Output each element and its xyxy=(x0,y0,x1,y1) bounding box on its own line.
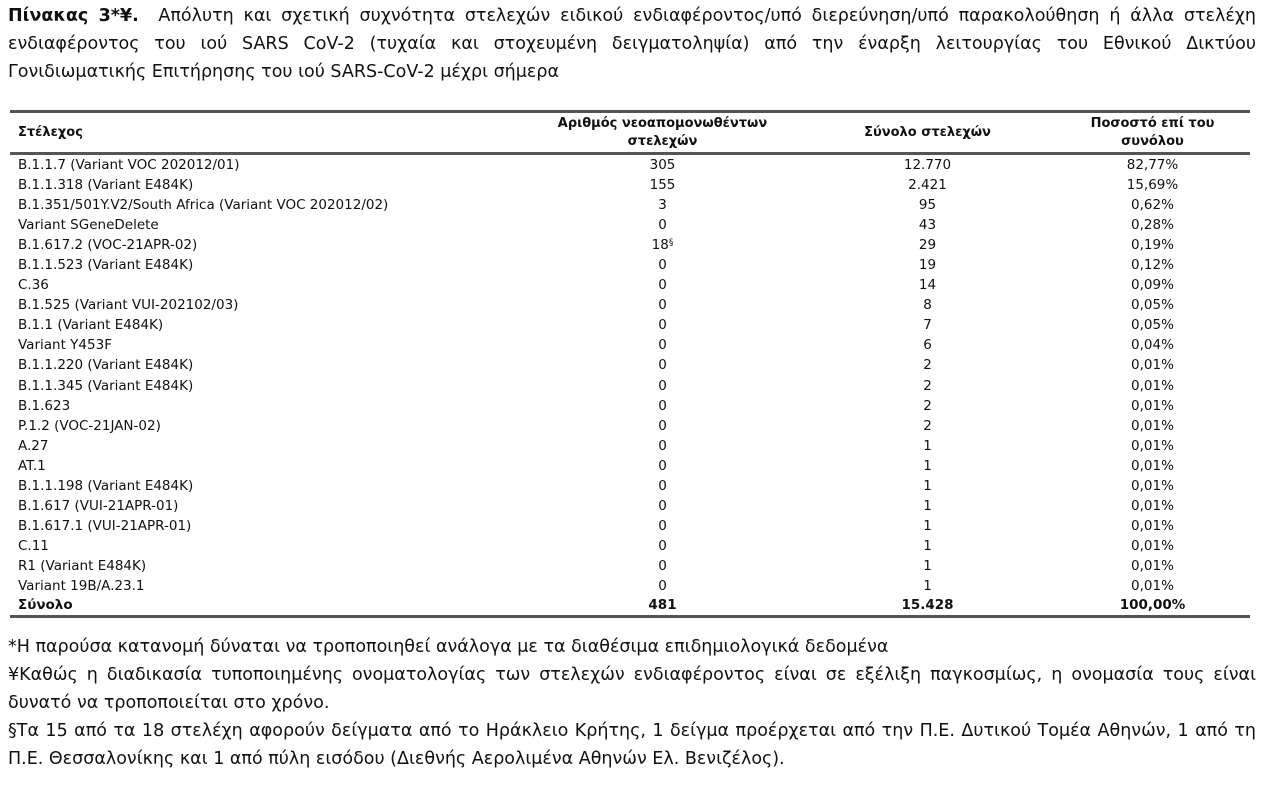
cell-total xyxy=(800,315,1055,335)
new-isolates-value: 0 xyxy=(658,437,667,454)
cell-strain xyxy=(10,476,525,496)
total-total: 15.428 xyxy=(800,596,1055,617)
total-value: 12.770 xyxy=(903,157,952,173)
cell-total xyxy=(800,235,1055,255)
cell-total xyxy=(800,195,1055,215)
total-new: 481 xyxy=(525,596,800,617)
cell-strain xyxy=(10,416,525,436)
cell-total xyxy=(800,556,1055,576)
new-isolates-value: 0 xyxy=(658,317,667,334)
footnotes xyxy=(8,633,1256,773)
cell-percentage xyxy=(1055,215,1250,235)
cell-strain xyxy=(10,536,525,556)
cell-percentage xyxy=(1055,295,1250,315)
total-value: 95 xyxy=(918,197,937,214)
cell-new-isolates xyxy=(525,335,800,355)
percentage-value: 0,01% xyxy=(1131,497,1174,514)
total-value: 1 xyxy=(923,577,932,594)
cell-new-isolates xyxy=(525,456,800,476)
cell-new-isolates xyxy=(525,275,800,295)
cell-new-isolates xyxy=(525,355,800,375)
total-value: 2 xyxy=(923,417,932,434)
strain-name: B.1.617 (VUI-21APR-01) xyxy=(18,497,179,514)
strain-name: B.1.1.220 (Variant E484K) xyxy=(18,357,194,374)
strain-name: B.1.1.198 (Variant E484K) xyxy=(18,477,194,494)
percentage-value: 0,01% xyxy=(1131,537,1174,554)
new-isolates-value: 18 xyxy=(651,237,669,254)
percentage-value: 0,62% xyxy=(1131,197,1174,214)
cell-new-isolates xyxy=(525,436,800,456)
cell-new-isolates xyxy=(525,416,800,436)
cell-new-isolates xyxy=(525,516,800,536)
variants-table-wrapper xyxy=(10,110,1250,618)
table-row xyxy=(10,255,1250,275)
percentage-value: 0,01% xyxy=(1131,397,1174,414)
cell-total xyxy=(800,396,1055,416)
percentage-value: 0,19% xyxy=(1131,237,1174,254)
total-value: 1 xyxy=(923,537,932,554)
total-label: Σύνολο xyxy=(10,596,525,617)
strain-name: R1 (Variant E484K) xyxy=(18,557,147,574)
cell-percentage xyxy=(1055,255,1250,275)
table-row xyxy=(10,235,1250,255)
new-isolates-value: 0 xyxy=(658,277,667,294)
cell-total xyxy=(800,175,1055,195)
cell-total xyxy=(800,275,1055,295)
strain-name: B.1.1 (Variant E484K) xyxy=(18,317,164,334)
new-isolates-value: 155 xyxy=(649,177,676,194)
cell-new-isolates xyxy=(525,556,800,576)
strain-name: B.1.623 xyxy=(18,397,71,414)
total-value: 6 xyxy=(923,337,932,354)
new-isolates-value: 0 xyxy=(658,257,667,274)
total-value: 2 xyxy=(923,377,932,394)
strain-name: B.1.617.1 (VUI-21APR-01) xyxy=(18,517,192,534)
cell-new-isolates xyxy=(525,255,800,275)
cell-strain xyxy=(10,355,525,375)
strain-name: Variant Y453F xyxy=(18,337,112,354)
percentage-value: 0,01% xyxy=(1131,377,1174,394)
cell-percentage xyxy=(1055,275,1250,295)
cell-percentage xyxy=(1055,315,1250,335)
table-row xyxy=(10,476,1250,496)
cell-strain xyxy=(10,335,525,355)
table-caption xyxy=(8,2,1256,86)
percentage-value: 0,01% xyxy=(1131,417,1174,434)
cell-total xyxy=(800,295,1055,315)
cell-total xyxy=(800,376,1055,396)
table-row xyxy=(10,295,1250,315)
cell-strain xyxy=(10,295,525,315)
new-isolates-value: 305 xyxy=(649,157,676,173)
total-value: 14 xyxy=(918,277,937,294)
new-isolates-value: 0 xyxy=(658,337,667,354)
cell-strain xyxy=(10,255,525,275)
table-body xyxy=(10,154,1250,597)
percentage-value: 0,28% xyxy=(1131,217,1174,234)
table-header-row xyxy=(10,112,1250,154)
new-isolates-value: 0 xyxy=(658,297,667,314)
cell-percentage xyxy=(1055,154,1250,176)
footnote-asterisk: *Η παρούσα κατανομή δύναται να τροποποιηθεί ανάλογα με τα διαθέσιμα επιδημιολογικά δεδομένα xyxy=(8,637,889,657)
percentage-value: 15,69% xyxy=(1126,177,1179,194)
strain-name: B.1.1.7 (Variant VOC 202012/01) xyxy=(18,157,240,173)
cell-new-isolates xyxy=(525,536,800,556)
new-isolates-value: 0 xyxy=(658,377,667,394)
total-value: 19 xyxy=(918,257,937,274)
cell-total xyxy=(800,456,1055,476)
cell-strain xyxy=(10,154,525,176)
percentage-value: 0,05% xyxy=(1131,317,1174,334)
cell-total xyxy=(800,436,1055,456)
new-isolates-value: 0 xyxy=(658,517,667,534)
table-row xyxy=(10,154,1250,176)
percentage-value: 0,01% xyxy=(1131,357,1174,374)
cell-strain xyxy=(10,556,525,576)
strain-name: AT.1 xyxy=(18,457,46,474)
cell-percentage xyxy=(1055,376,1250,396)
table-total-row xyxy=(10,596,1250,617)
header-strain: Στέλεχος xyxy=(10,112,525,154)
cell-total xyxy=(800,536,1055,556)
total-value: 2 xyxy=(923,357,932,374)
cell-total xyxy=(800,355,1055,375)
cell-strain xyxy=(10,396,525,416)
cell-new-isolates xyxy=(525,376,800,396)
cell-strain xyxy=(10,315,525,335)
footnote-marker: § xyxy=(668,238,674,249)
cell-new-isolates xyxy=(525,215,800,235)
cell-percentage xyxy=(1055,496,1250,516)
new-isolates-value: 0 xyxy=(658,397,667,414)
cell-new-isolates xyxy=(525,496,800,516)
caption-text: Απόλυτη και σχετική συχνότητα στελεχών ειδικού ενδιαφέροντος/υπό διερεύνηση/υπό παρακολούθηση ή άλλα στελέχη ενδιαφέροντος του ιού SARS CoV-2 (τυχαία και στοχευμένη δειγματοληψία) από την έναρξη λειτουργίας του Εθνικού Δικτύου Γονιδιωματικής Επιτήρησης του ιού SARS-CoV-2 μέχρι σήμερα xyxy=(8,6,1256,82)
cell-percentage xyxy=(1055,335,1250,355)
percentage-value: 0,12% xyxy=(1131,257,1174,274)
cell-percentage xyxy=(1055,396,1250,416)
strain-name: B.1.1.523 (Variant E484K) xyxy=(18,257,194,274)
table-row xyxy=(10,376,1250,396)
new-isolates-value: 0 xyxy=(658,217,667,234)
table-row xyxy=(10,496,1250,516)
strain-name: B.1.1.345 (Variant E484K) xyxy=(18,377,194,394)
cell-new-isolates xyxy=(525,396,800,416)
table-row xyxy=(10,215,1250,235)
table-row xyxy=(10,436,1250,456)
cell-total xyxy=(800,516,1055,536)
total-value: 1 xyxy=(923,437,932,454)
cell-strain xyxy=(10,376,525,396)
header-new-isolates: Αριθμός νεοαπομονωθέντων στελεχών xyxy=(525,112,800,154)
footnote-yen: ¥Καθώς η διαδικασία τυποποιημένης ονοματολογίας των στελεχών ενδιαφέροντος είναι σε εξέλιξη παγκοσμίως, η ονομασία τους είναι δυνατό να τροποποιείται στο χρόνο. xyxy=(8,665,1256,713)
cell-new-isolates xyxy=(525,175,800,195)
cell-new-isolates xyxy=(525,315,800,335)
percentage-value: 0,05% xyxy=(1131,297,1174,314)
total-value: 2 xyxy=(923,397,932,414)
new-isolates-value: 0 xyxy=(658,477,667,494)
strain-name: Variant SGeneDelete xyxy=(18,217,159,234)
percentage-value: 0,01% xyxy=(1131,457,1174,474)
new-isolates-value: 0 xyxy=(658,537,667,554)
cell-strain xyxy=(10,175,525,195)
strain-name: B.1.617.2 (VOC-21APR-02) xyxy=(18,237,198,254)
total-pct: 100,00% xyxy=(1055,596,1250,617)
cell-percentage xyxy=(1055,576,1250,596)
cell-strain xyxy=(10,496,525,516)
cell-strain xyxy=(10,215,525,235)
table-row xyxy=(10,195,1250,215)
cell-percentage xyxy=(1055,195,1250,215)
total-value: 1 xyxy=(923,477,932,494)
cell-percentage xyxy=(1055,536,1250,556)
cell-strain xyxy=(10,576,525,596)
cell-strain xyxy=(10,195,525,215)
strain-name: C.36 xyxy=(18,277,49,294)
total-value: 8 xyxy=(923,297,932,314)
strain-name: C.11 xyxy=(18,537,49,554)
cell-percentage xyxy=(1055,476,1250,496)
cell-total xyxy=(800,335,1055,355)
table-row xyxy=(10,275,1250,295)
cell-total xyxy=(800,496,1055,516)
cell-percentage xyxy=(1055,456,1250,476)
table-row xyxy=(10,516,1250,536)
cell-total xyxy=(800,215,1055,235)
cell-strain xyxy=(10,456,525,476)
table-row xyxy=(10,416,1250,436)
percentage-value: 82,77% xyxy=(1126,157,1179,173)
total-value: 43 xyxy=(918,217,937,234)
strain-name: A.27 xyxy=(18,437,49,454)
table-row xyxy=(10,355,1250,375)
percentage-value: 0,01% xyxy=(1131,577,1174,594)
cell-new-isolates xyxy=(525,195,800,215)
caption-label: Πίνακας 3*¥. xyxy=(8,6,139,26)
cell-new-isolates xyxy=(525,235,800,255)
cell-new-isolates xyxy=(525,295,800,315)
new-isolates-value: 0 xyxy=(658,557,667,574)
percentage-value: 0,01% xyxy=(1131,437,1174,454)
percentage-value: 0,01% xyxy=(1131,517,1174,534)
cell-total xyxy=(800,476,1055,496)
cell-total xyxy=(800,154,1055,176)
strain-name: Variant 19B/A.23.1 xyxy=(18,577,145,594)
strain-name: B.1.351/501Y.V2/South Africa (Variant VOC 202012/02) xyxy=(18,197,389,214)
variants-table xyxy=(10,110,1250,618)
total-value: 7 xyxy=(923,317,932,334)
cell-strain xyxy=(10,235,525,255)
cell-percentage xyxy=(1055,175,1250,195)
table-row xyxy=(10,556,1250,576)
cell-total xyxy=(800,255,1055,275)
cell-percentage xyxy=(1055,416,1250,436)
new-isolates-value: 0 xyxy=(658,577,667,594)
cell-strain xyxy=(10,275,525,295)
cell-percentage xyxy=(1055,355,1250,375)
new-isolates-value: 0 xyxy=(658,497,667,514)
header-total: Σύνολο στελεχών xyxy=(800,112,1055,154)
percentage-value: 0,09% xyxy=(1131,277,1174,294)
cell-new-isolates xyxy=(525,476,800,496)
strain-name: P.1.2 (VOC-21JAN-02) xyxy=(18,417,161,434)
new-isolates-value: 3 xyxy=(658,197,667,214)
total-value: 2.421 xyxy=(908,177,947,194)
table-row xyxy=(10,315,1250,335)
cell-strain xyxy=(10,516,525,536)
new-isolates-value: 0 xyxy=(658,457,667,474)
table-row xyxy=(10,576,1250,596)
cell-percentage xyxy=(1055,235,1250,255)
strain-name: B.1.525 (Variant VUI-202102/03) xyxy=(18,297,239,314)
strain-name: B.1.1.318 (Variant E484K) xyxy=(18,177,194,194)
total-value: 1 xyxy=(923,557,932,574)
total-value: 1 xyxy=(923,457,932,474)
total-value: 29 xyxy=(918,237,937,254)
cell-new-isolates xyxy=(525,576,800,596)
table-row xyxy=(10,536,1250,556)
table-row xyxy=(10,456,1250,476)
footnote-section: §Τα 15 από τα 18 στελέχη αφορούν δείγματα από το Ηράκλειο Κρήτης, 1 δείγμα προέρχεται από την Π.Ε. Δυτικού Τομέα Αθηνών, 1 από τη Π.Ε. Θεσσαλονίκης και 1 από πύλη εισόδου (Διεθνής Αερολιμένα Αθηνών Ελ. Βενιζέλος). xyxy=(8,721,1256,769)
total-value: 1 xyxy=(923,517,932,534)
cell-percentage xyxy=(1055,516,1250,536)
percentage-value: 0,01% xyxy=(1131,477,1174,494)
percentage-value: 0,04% xyxy=(1131,337,1174,354)
total-value: 1 xyxy=(923,497,932,514)
table-row xyxy=(10,396,1250,416)
new-isolates-value: 0 xyxy=(658,357,667,374)
table-row xyxy=(10,175,1250,195)
cell-percentage xyxy=(1055,436,1250,456)
header-percentage: Ποσοστό επί του συνόλου xyxy=(1055,112,1250,154)
new-isolates-value: 0 xyxy=(658,417,667,434)
cell-strain xyxy=(10,436,525,456)
cell-percentage xyxy=(1055,556,1250,576)
table-row xyxy=(10,335,1250,355)
percentage-value: 0,01% xyxy=(1131,557,1174,574)
cell-total xyxy=(800,416,1055,436)
cell-total xyxy=(800,576,1055,596)
cell-new-isolates xyxy=(525,154,800,176)
